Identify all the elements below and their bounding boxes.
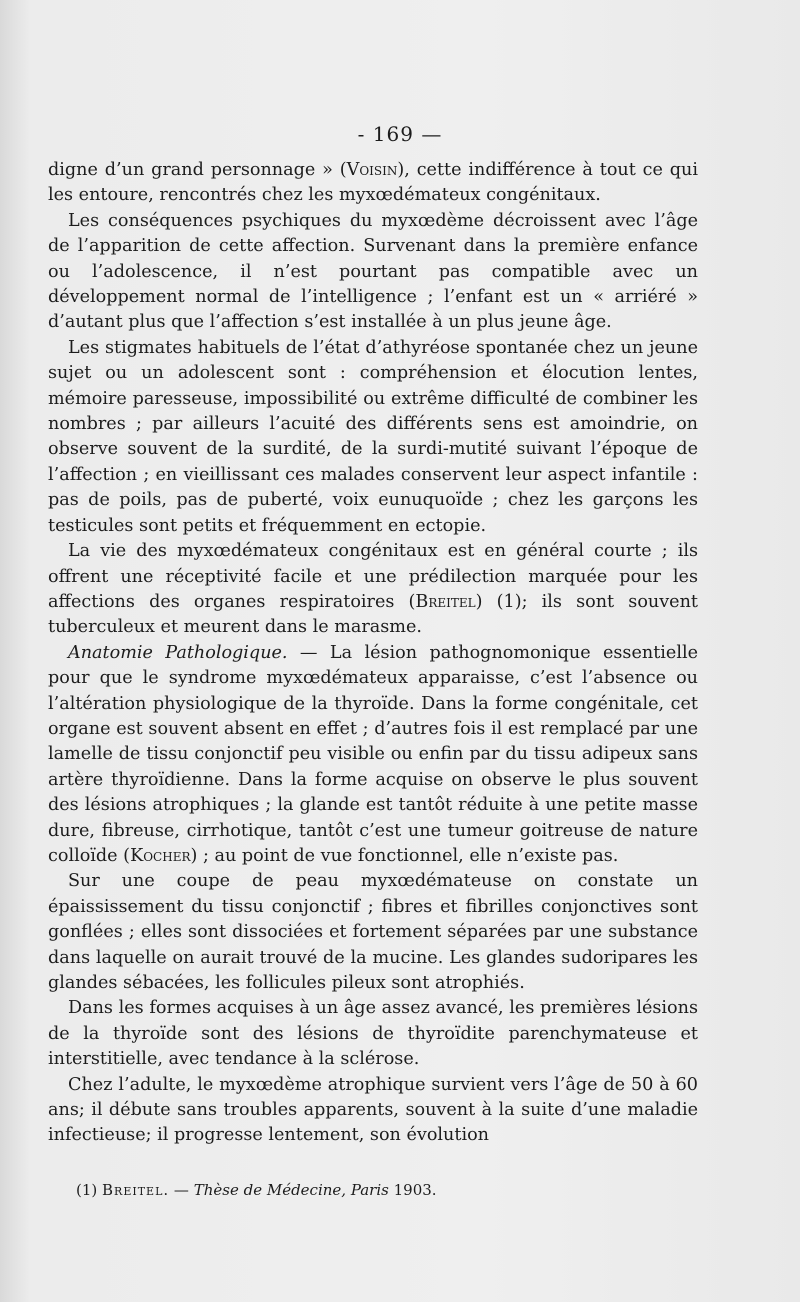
footnote-dash: — — [169, 1181, 194, 1199]
footnote-marker: (1) — [76, 1181, 98, 1199]
paragraph-text: digne d’un grand personnage » ( — [48, 160, 347, 180]
paragraph — [48, 158, 698, 209]
paragraph-text: ) (1); ils sont souvent tuberculeux et meurent dans le marasme. — [48, 591, 698, 638]
paragraph-text: ) ; au point de vue fonctionnel, elle n’existe pas. — [190, 845, 619, 866]
footnote-title: Thèse de Médecine, Paris — [193, 1181, 389, 1199]
paragraph-text: Chez l’adulte, le myxœdème atrophique survient vers l’âge de 50 à 60 ans; il débute sans troubles apparents, souvent à la suite d’une maladie infectieuse; il progresse lentement, son évolution — [48, 1074, 698, 1146]
paragraph — [48, 641, 698, 870]
paragraph-text: Les stigmates habituels de l’état d’athyréose spontanée chez un jeune sujet ou un adolescent sont : compréhension et élocution lentes, mémoire paresseuse, impossibilité ou extrême difficulté de combiner les nombres ; par ailleurs l’acuité des différents sens est amoindrie, on observe souvent de la surdité, de la surdi-mutité suivant l’époque de l’affection ; en vieillissant ces malades conservent leur aspect infantile : pas de poils, pas de puberté, voix eunuquoïde ; chez les garçons les testicules sont petits et fréquemment en ectopie. — [48, 337, 698, 536]
paragraph — [48, 869, 698, 996]
footnote-author: Breitel. — [102, 1181, 170, 1199]
paragraph-text: Les conséquences psychiques du myxœdème décroissent avec l’âge de l’apparition de cette affection. Survenant dans la première enfance ou l’adolescence, il n’est pourtant pas compatible avec un développement normal de l’intelligence ; l’enfant est un « arriéré » d’autant plus que l’affection s’est installée à un plus jeune âge. — [48, 210, 698, 333]
paragraph-text: — La lésion pathognomonique essentielle pour que le syndrome myxœdémateux apparaisse, c’est l’absence ou l’altération physiologique de la thyroïde. Dans la forme congénitale, cet organe est souvent absent en effet ; d’autres fois il est remplacé par une lamelle de tissu conjonctif peu visible ou enfin par du tissu adipeux sans artère thyroïdienne. Dans la forme acquise on observe le plus souvent des lésions atrophiques ; la glande est tantôt réduite à une petite masse dure, fibreuse, cirrhotique, tantôt c’est une tumeur goitreuse de nature colloïde ( — [48, 642, 698, 866]
footnote — [76, 1180, 696, 1200]
paragraph-text: Sur une coupe de peau myxœdémateuse on constate un épaississement du tissu conjonctif ; fibres et fibrilles conjonctives sont gonflées ; elles sont dissociées et fortement séparées par une substance dans laquelle on aurait trouvé de la mucine. Les glandes sudoripares les glandes sébacées, les follicules pileux sont atrophiés. — [48, 871, 698, 993]
paragraph — [48, 336, 698, 539]
body-text — [48, 158, 698, 1149]
paragraph-text: La vie des myxœdémateux congénitaux est en général courte ; ils offrent une réceptivité facile et une prédilection marquée pour les affections des organes respiratoires ( — [48, 541, 698, 612]
paragraph — [48, 539, 698, 641]
author-name: Kocher — [130, 845, 191, 866]
paragraph — [48, 1073, 698, 1149]
page-number: - 169 — — [357, 122, 443, 146]
author-name: Voisin — [346, 160, 398, 180]
paragraph — [48, 996, 698, 1072]
paragraph-text: ), cette indifférence à tout ce qui les entoure, rencontrés chez les myxœdémateux congénitaux. — [48, 160, 699, 206]
paragraph — [48, 209, 698, 336]
footnote-year: 1903. — [388, 1181, 437, 1199]
author-name: Breitel — [415, 591, 476, 612]
paragraph-text: Dans les formes acquises à un âge assez avancé, les premières lésions de la thyroïde sont des lésions de thyroïdite parenchymateuse et interstitielle, avec tendance à la sclérose. — [48, 998, 698, 1070]
section-heading: Anatomie Pathologique. — [68, 642, 288, 663]
